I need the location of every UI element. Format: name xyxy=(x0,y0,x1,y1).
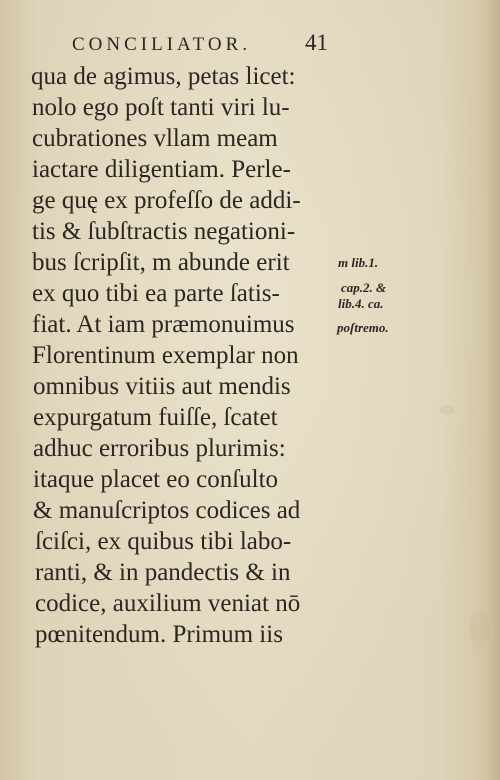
text-line: qua de agimus, petas licet: xyxy=(31,63,296,90)
text-line: codice, auxilium veniat nō xyxy=(35,590,301,617)
text-line: & manuſcriptos codices ad xyxy=(33,497,301,524)
running-title: CONCILIATOR. xyxy=(72,34,252,55)
text-line: pœnitendum. Primum iis xyxy=(35,621,283,648)
margin-note: poſtremo. xyxy=(337,320,389,335)
paper-stain xyxy=(470,610,490,650)
text-line: adhuc erroribus plurimis: xyxy=(33,435,286,462)
margin-note: cap.2. & xyxy=(341,280,387,295)
text-line: iactare diligentiam. Perle- xyxy=(32,156,291,183)
page-number: 41 xyxy=(305,30,328,55)
text-line: ranti, & in pandectis & in xyxy=(35,559,291,586)
page-edge-shadow xyxy=(486,0,500,780)
text-line: ſciſci, ex quibus tibi labo- xyxy=(35,528,292,555)
text-line: fiat. At iam præmonuimus xyxy=(32,311,295,338)
margin-note: lib.4. ca. xyxy=(338,296,384,311)
text-line: cubrationes vllam meam xyxy=(32,125,278,152)
text-line: nolo ego poſt tanti viri lu- xyxy=(32,94,290,121)
paper-stain xyxy=(440,405,454,415)
text-line: expurgatum fuiſſe, ſcatet xyxy=(33,404,278,431)
text-line: omnibus vitiis aut mendis xyxy=(33,373,291,400)
margin-note: m lib.1. xyxy=(338,255,379,270)
text-line: bus ſcripſit, m abunde erit xyxy=(32,249,290,276)
running-header xyxy=(72,30,362,60)
text-line: ge quę ex profeſſo de addi- xyxy=(32,187,301,214)
text-line: itaque placet eo conſulto xyxy=(33,466,279,493)
text-line: ex quo tibi ea parte ſatis- xyxy=(32,280,280,307)
text-line: tis & ſubſtractis negationi- xyxy=(32,218,296,245)
text-line: Florentinum exemplar non xyxy=(32,342,299,369)
